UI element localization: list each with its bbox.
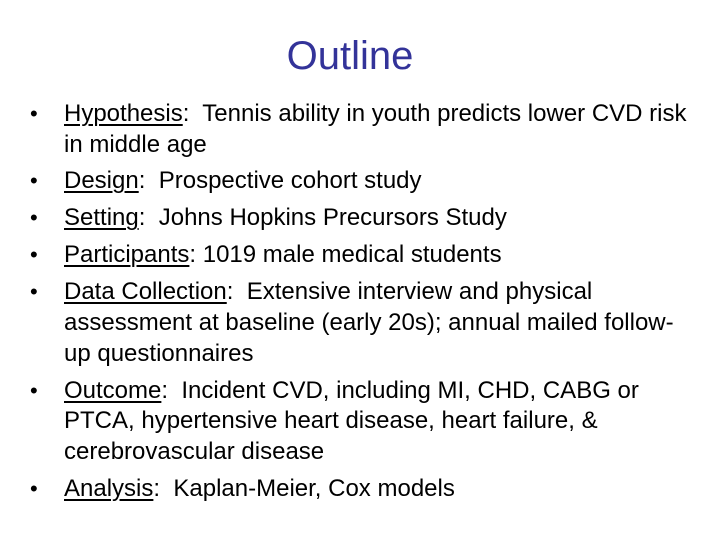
- bullet-term: Participants: [64, 241, 190, 269]
- bullet-separator: :: [161, 376, 169, 404]
- bullet-term: Setting: [64, 204, 139, 232]
- bullet-text: 1019 male medical students: [196, 241, 502, 269]
- bullet-term: Analysis: [64, 474, 154, 502]
- bullet-text: Incident CVD, including MI, CHD, CABG or PTCA, hypertensive heart disease, heart failure, & cerebrovascular disease: [64, 376, 646, 465]
- bullet-text: Extensive interview and physical assessment at baseline (early 20s); annual mailed follow-up questionnaires: [64, 278, 674, 367]
- outline-bullet-list: [28, 99, 694, 510]
- bullet-term: Hypothesis: [64, 100, 183, 127]
- bullet-separator: :: [153, 474, 161, 502]
- bullet-item-analysis: [28, 474, 688, 505]
- bullet-term: Design: [64, 167, 139, 195]
- bullet-icon: •: [30, 279, 38, 305]
- bullet-separator: :: [138, 167, 146, 195]
- bullet-text: Kaplan-Meier, Cox models: [160, 474, 455, 502]
- bullet-item-hypothesis: [28, 99, 694, 160]
- bullet-separator: :: [182, 100, 190, 127]
- bullet-item-participants: [28, 240, 688, 271]
- bullet-icon: •: [30, 242, 38, 268]
- bullet-icon: •: [30, 377, 38, 403]
- bullet-item-design: [28, 166, 688, 197]
- bullet-icon: •: [30, 101, 38, 126]
- bullet-icon: •: [30, 168, 38, 194]
- slide-title: Outline: [286, 34, 414, 78]
- bullet-separator: :: [189, 241, 197, 269]
- bullet-text: Johns Hopkins Precursors Study: [145, 204, 507, 232]
- bullet-text: Prospective cohort study: [145, 167, 422, 195]
- bullet-icon: •: [30, 475, 38, 501]
- bullet-separator: :: [226, 278, 234, 306]
- bullet-term: Outcome: [64, 376, 162, 404]
- bullet-text: Tennis ability in youth predicts lower CVD risk in middle age: [64, 100, 694, 158]
- bullet-icon: •: [30, 205, 38, 231]
- bullet-item-outcome: [28, 376, 688, 468]
- bullet-item-data-collection: [28, 277, 688, 369]
- bullet-item-setting: [28, 203, 688, 234]
- bullet-separator: :: [138, 204, 146, 232]
- bullet-term: Data Collection: [64, 278, 227, 306]
